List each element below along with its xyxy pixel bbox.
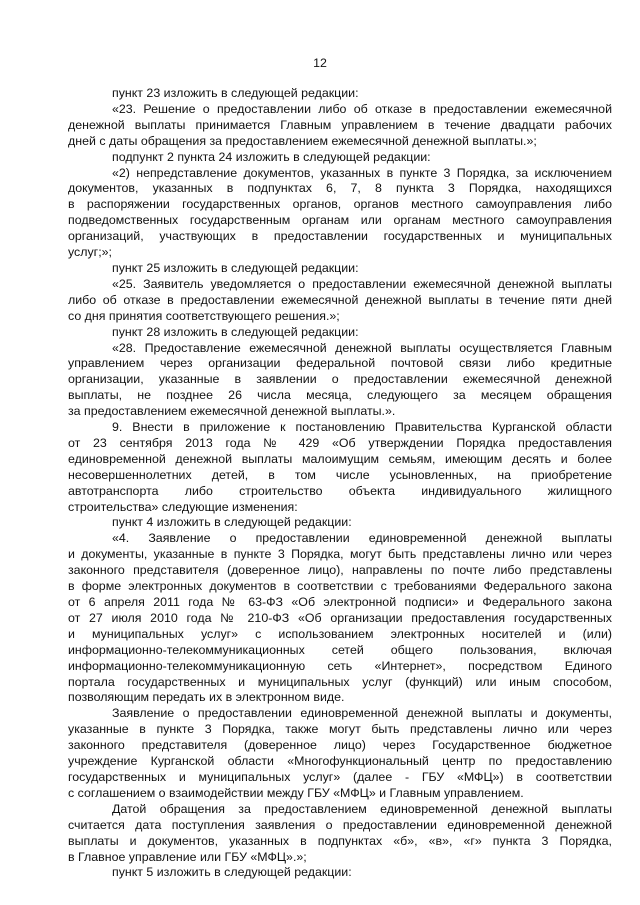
text-line: и документы, указанные в пункте 3 Порядка, могут быть представлены лично или через bbox=[68, 547, 612, 562]
text-line: строительства» следующие изменения: bbox=[68, 499, 298, 514]
text-line: портала государственных и муниципальных услуг (функций) или иным способом, bbox=[68, 674, 612, 689]
text-line: в форме электронных документов в соответствии с требованиями Федерального закона bbox=[68, 579, 612, 594]
text-line: организации, указанные в заявлении о предоставлении ежемесячной денежной bbox=[68, 372, 612, 387]
text-line: со дня принятия соответствующего решения.»; bbox=[68, 308, 340, 323]
text-line: дней с даты обращения за предоставлением ежемесячной денежной выплаты.»; bbox=[68, 133, 537, 148]
text-line: подпункт 2 пункта 24 изложить в следующей редакции: bbox=[112, 149, 431, 164]
text-line: «23. Решение о предоставлении либо об отказе в предоставлении ежемесячной bbox=[112, 101, 612, 116]
text-line: в Главное управление или ГБУ «МФЦ».»; bbox=[68, 849, 307, 864]
text-line: либо об отказе в предоставлении ежемесячной денежной выплаты в течение пяти дней bbox=[68, 292, 612, 307]
text-line: информационно-телекоммуникационных сетей общего пользования, включая bbox=[68, 642, 612, 657]
text-line: пункт 28 изложить в следующей редакции: bbox=[112, 324, 359, 339]
text-line: автотранспорта либо строительство объекта индивидуального жилищного bbox=[68, 483, 612, 498]
text-line: и муниципальных услуг» с использованием электронных носителей и (или) bbox=[68, 626, 612, 641]
page-number: 12 bbox=[313, 56, 327, 70]
text-line: денежной выплаты принимается Главным управлением в течение двадцати рабочих bbox=[68, 117, 612, 132]
text-line: выплаты, не позднее 26 числа месяца, следующего за месяцем обращения bbox=[68, 388, 612, 403]
text-line: считается дата поступления заявления о предоставлении единовременной денежной bbox=[68, 817, 612, 832]
text-line: с соглашением о взаимодействии между ГБУ «МФЦ» и Главным управлением. bbox=[68, 785, 524, 800]
text-line: управлением через организации федеральной почтовой связи либо кредитные bbox=[68, 356, 612, 371]
text-line: «25. Заявитель уведомляется о предоставлении ежемесячной денежной выплаты bbox=[112, 276, 612, 291]
text-line: 9. Внести в приложение к постановлению Правительства Курганской области bbox=[112, 420, 612, 435]
text-line: от 6 апреля 2011 года № 63-ФЗ «Об электронной подписи» и Федерального закона bbox=[68, 595, 612, 609]
text-line: от 23 сентября 2013 года № 429 «Об утверждении Порядка предоставления bbox=[68, 435, 612, 450]
text-line: информационно-телекоммуникационную сеть «Интернет», посредством Единого bbox=[68, 658, 612, 673]
text-line: пункт 4 изложить в следующей редакции: bbox=[112, 515, 352, 530]
text-line: государственных и муниципальных услуг» (далее - ГБУ «МФЦ») в соответствии bbox=[68, 769, 612, 784]
document-body bbox=[68, 86, 612, 881]
text-line: «28. Предоставление ежемесячной денежной выплаты осуществляется Главным bbox=[112, 340, 612, 355]
text-line: за предоставлением ежемесячной денежной выплаты.». bbox=[68, 404, 396, 419]
text-line: учреждение Курганской области «Многофункциональный центр по предоставлению bbox=[68, 754, 612, 769]
text-line: документов, указанных в подпунктах 6, 7, 8 пункта 3 Порядка, находящихся bbox=[68, 181, 612, 196]
text-line: «2) непредставление документов, указанных в пункте 3 Порядка, за исключением bbox=[112, 165, 612, 180]
text-line: Заявление о предоставлении единовременной денежной выплаты и документы, bbox=[112, 706, 612, 721]
text-line: услуг;»; bbox=[68, 245, 112, 260]
text-line: пункт 25 изложить в следующей редакции: bbox=[112, 260, 359, 275]
text-line: в распоряжении государственных органов, органов местного самоуправления либо bbox=[68, 197, 612, 212]
text-line: единовременной денежной выплаты малоимущим семьям, имеющим десять и более bbox=[68, 451, 612, 466]
text-line: подведомственных государственным органам или органам местного самоуправления bbox=[68, 213, 612, 228]
text-line: указанные в пункте 3 Порядка, также могут быть представлены лично или через bbox=[68, 722, 612, 737]
text-line: выплаты и документов, указанных в подпунктах «б», «в», «г» пункта 3 Порядка, bbox=[68, 833, 612, 848]
text-line: несовершеннолетних детей, в том числе усыновленных, на приобретение bbox=[68, 467, 612, 482]
text-line: организаций, участвующих в предоставлении государственных и муниципальных bbox=[68, 229, 612, 244]
text-line: законного представителя (доверенное лицо), направлены по почте либо представлены bbox=[68, 563, 612, 578]
text-line: законного представителя (доверенное лицо) через Государственное бюджетное bbox=[68, 738, 612, 753]
text-line: позволяющим передать их в электронном виде. bbox=[68, 690, 345, 705]
text-line: от 27 июля 2010 года № 210-ФЗ «Об организации предоставления государственных bbox=[68, 610, 612, 625]
text-line: Датой обращения за предоставлением единовременной денежной выплаты bbox=[112, 801, 612, 816]
text-line: пункт 23 изложить в следующей редакции: bbox=[112, 86, 359, 100]
text-line: пункт 5 изложить в следующей редакции: bbox=[112, 865, 352, 880]
text-line: «4. Заявление о предоставлении единовременной денежной выплаты bbox=[112, 531, 612, 546]
